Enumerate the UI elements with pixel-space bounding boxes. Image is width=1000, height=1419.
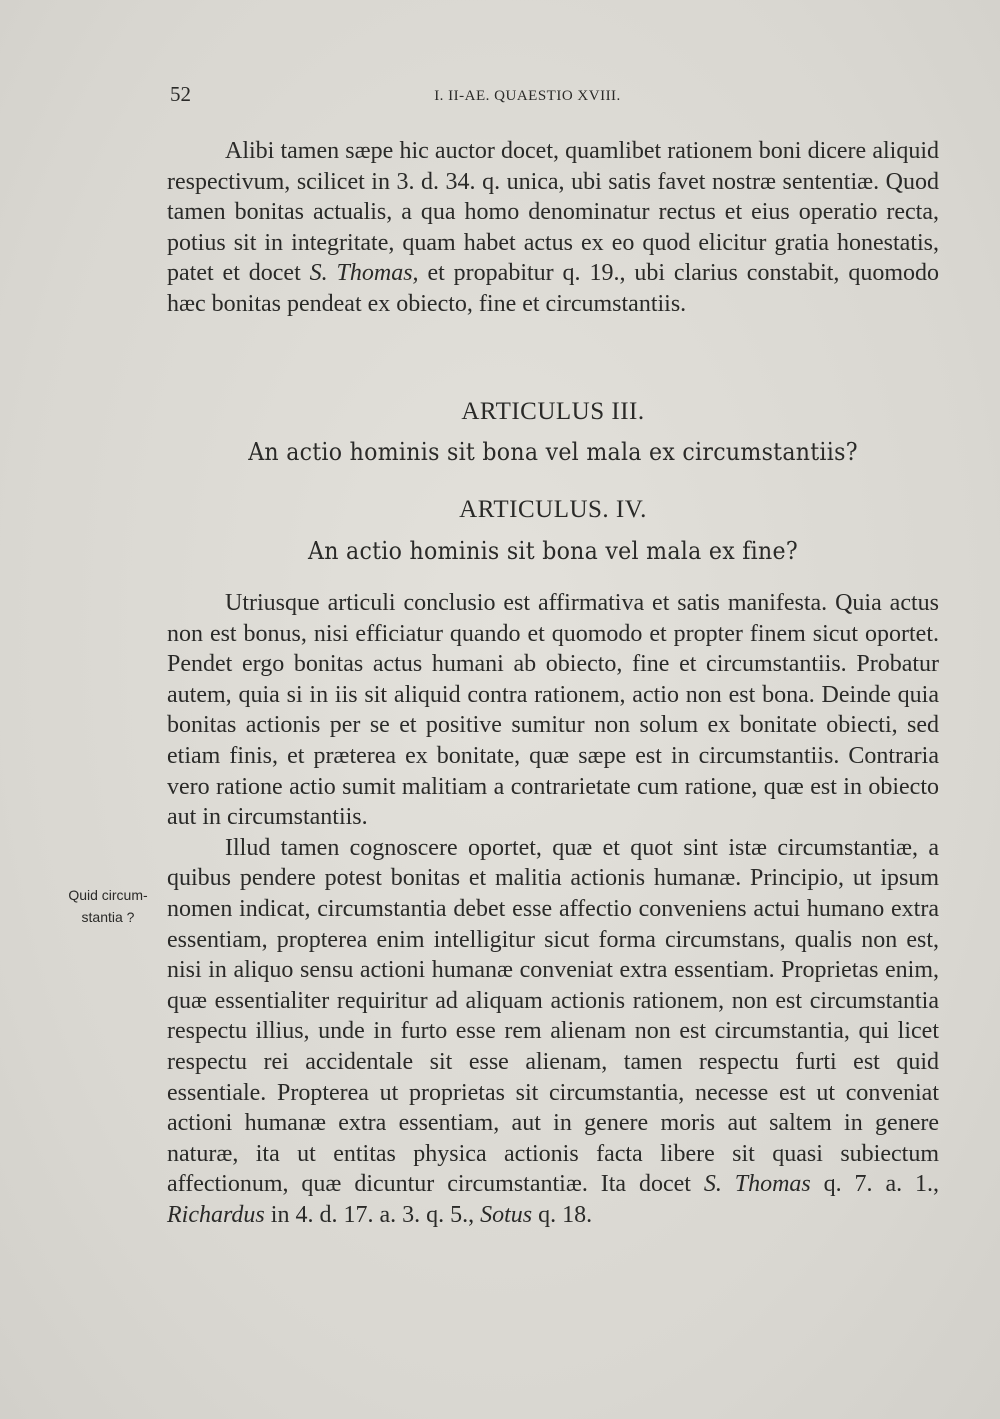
page-header <box>0 82 1000 112</box>
paragraph-1-text-a: Alibi tamen sæpe hic auctor docet, quamlibet rationem boni dicere aliquid respectivum, scilicet in 3. d. 34. q. unica, ubi satis favet nostræ sententiæ. Quod tamen bonitas actualis, a qua homo denominatur rectus et eius operatio recta, potius sit in integritate, quam habet actus ex eo quod elicitur gratia honestatis, patet et docet <box>167 138 939 287</box>
margin-note-line-2: stantia ? <box>81 909 135 925</box>
article-3-heading: ARTICULUS III. <box>461 398 645 425</box>
article-4-question: An actio hominis sit bona vel mala ex fine? <box>308 537 798 565</box>
author-thomas-2: S. Thomas <box>703 1171 811 1198</box>
reference-3: q. 18. <box>532 1201 593 1228</box>
reference-1: q. 7. a. 1., <box>810 1171 939 1198</box>
paragraph-1-text-b: et propabitur q. 19., ubi clarius constabit, quomodo hæc bonitas pendeat ex obiecto, fine et circumstantiis. <box>167 260 939 317</box>
body-text <box>167 588 939 1230</box>
paragraph-3-text: Illud tamen cognoscere oportet, quæ et quot sint istæ circumstantiæ, a quibus pendere potest bonitas et malitia actionis humanæ. Principio, ut ipsum nomen indicat, circumstantia debet esse affectio conveniens actui humano extra essentiam, propterea enim intelligitur sicut forma circumstans, qualis non est, nisi in aliquo sensu actioni humanæ conveniat extra essentiam. Proprietas enim, quæ essentialiter requiritur ad aliquam actionis rationem, non est circumstantia respectu illius, unde in furto esse rem alienam non est circumstantia, qui licet respectu rei accidentale sit esse alienam, tamen respectu furti est quid essentiale. Propterea ut proprietas sit circumstantia, necesse est ut conveniat actioni humanæ extra essentiam, aut in genere moris aut saltem in genere naturæ, ita ut entitas physica actionis facta libere sit quasi subiectum affectionum, quæ dicuntur circumstantiæ. Ita docet <box>167 834 939 1198</box>
reference-2: in 4. d. 17. a. 3. q. 5., <box>264 1201 481 1228</box>
paragraph-1 <box>167 136 939 320</box>
author-thomas: S. Thomas, <box>309 260 419 287</box>
author-richardus: Richardus <box>167 1201 265 1228</box>
paragraph-2: Utriusque articuli conclusio est affirmativa et satis manifesta. Quia actus non est bonus, nisi efficiatur quando et quomodo et propter finem sicut oportet. Pendet ergo bonitas actus humani ab obiecto, fine et circumstantiis. Probatur autem, quia si in iis sit aliquid contra rationem, actio non est bona. Deinde quia bonitas actionis per se et positive sumitur non solum ex bonitate obiecti, sed etiam finis, et præterea ex bonitate, quæ sæpe est in circumstantiis. Contraria vero ratione actio sumit malitiam a contrarietate cum ratione, quæ est in obiecto aut in circumstantiis. <box>167 590 939 831</box>
running-title: I. II-AE. QUAESTIO XVIII. <box>434 88 621 104</box>
author-sotus: Sotus <box>480 1201 533 1228</box>
margin-note-line-1: Quid circum- <box>68 887 148 903</box>
article-4-heading: ARTICULUS. IV. <box>459 496 647 523</box>
page-number: 52 <box>170 82 191 106</box>
article-3-question: An actio hominis sit bona vel mala ex circumstantiis? <box>248 438 858 466</box>
paragraph-3 <box>167 833 939 1231</box>
margin-note <box>52 884 164 928</box>
